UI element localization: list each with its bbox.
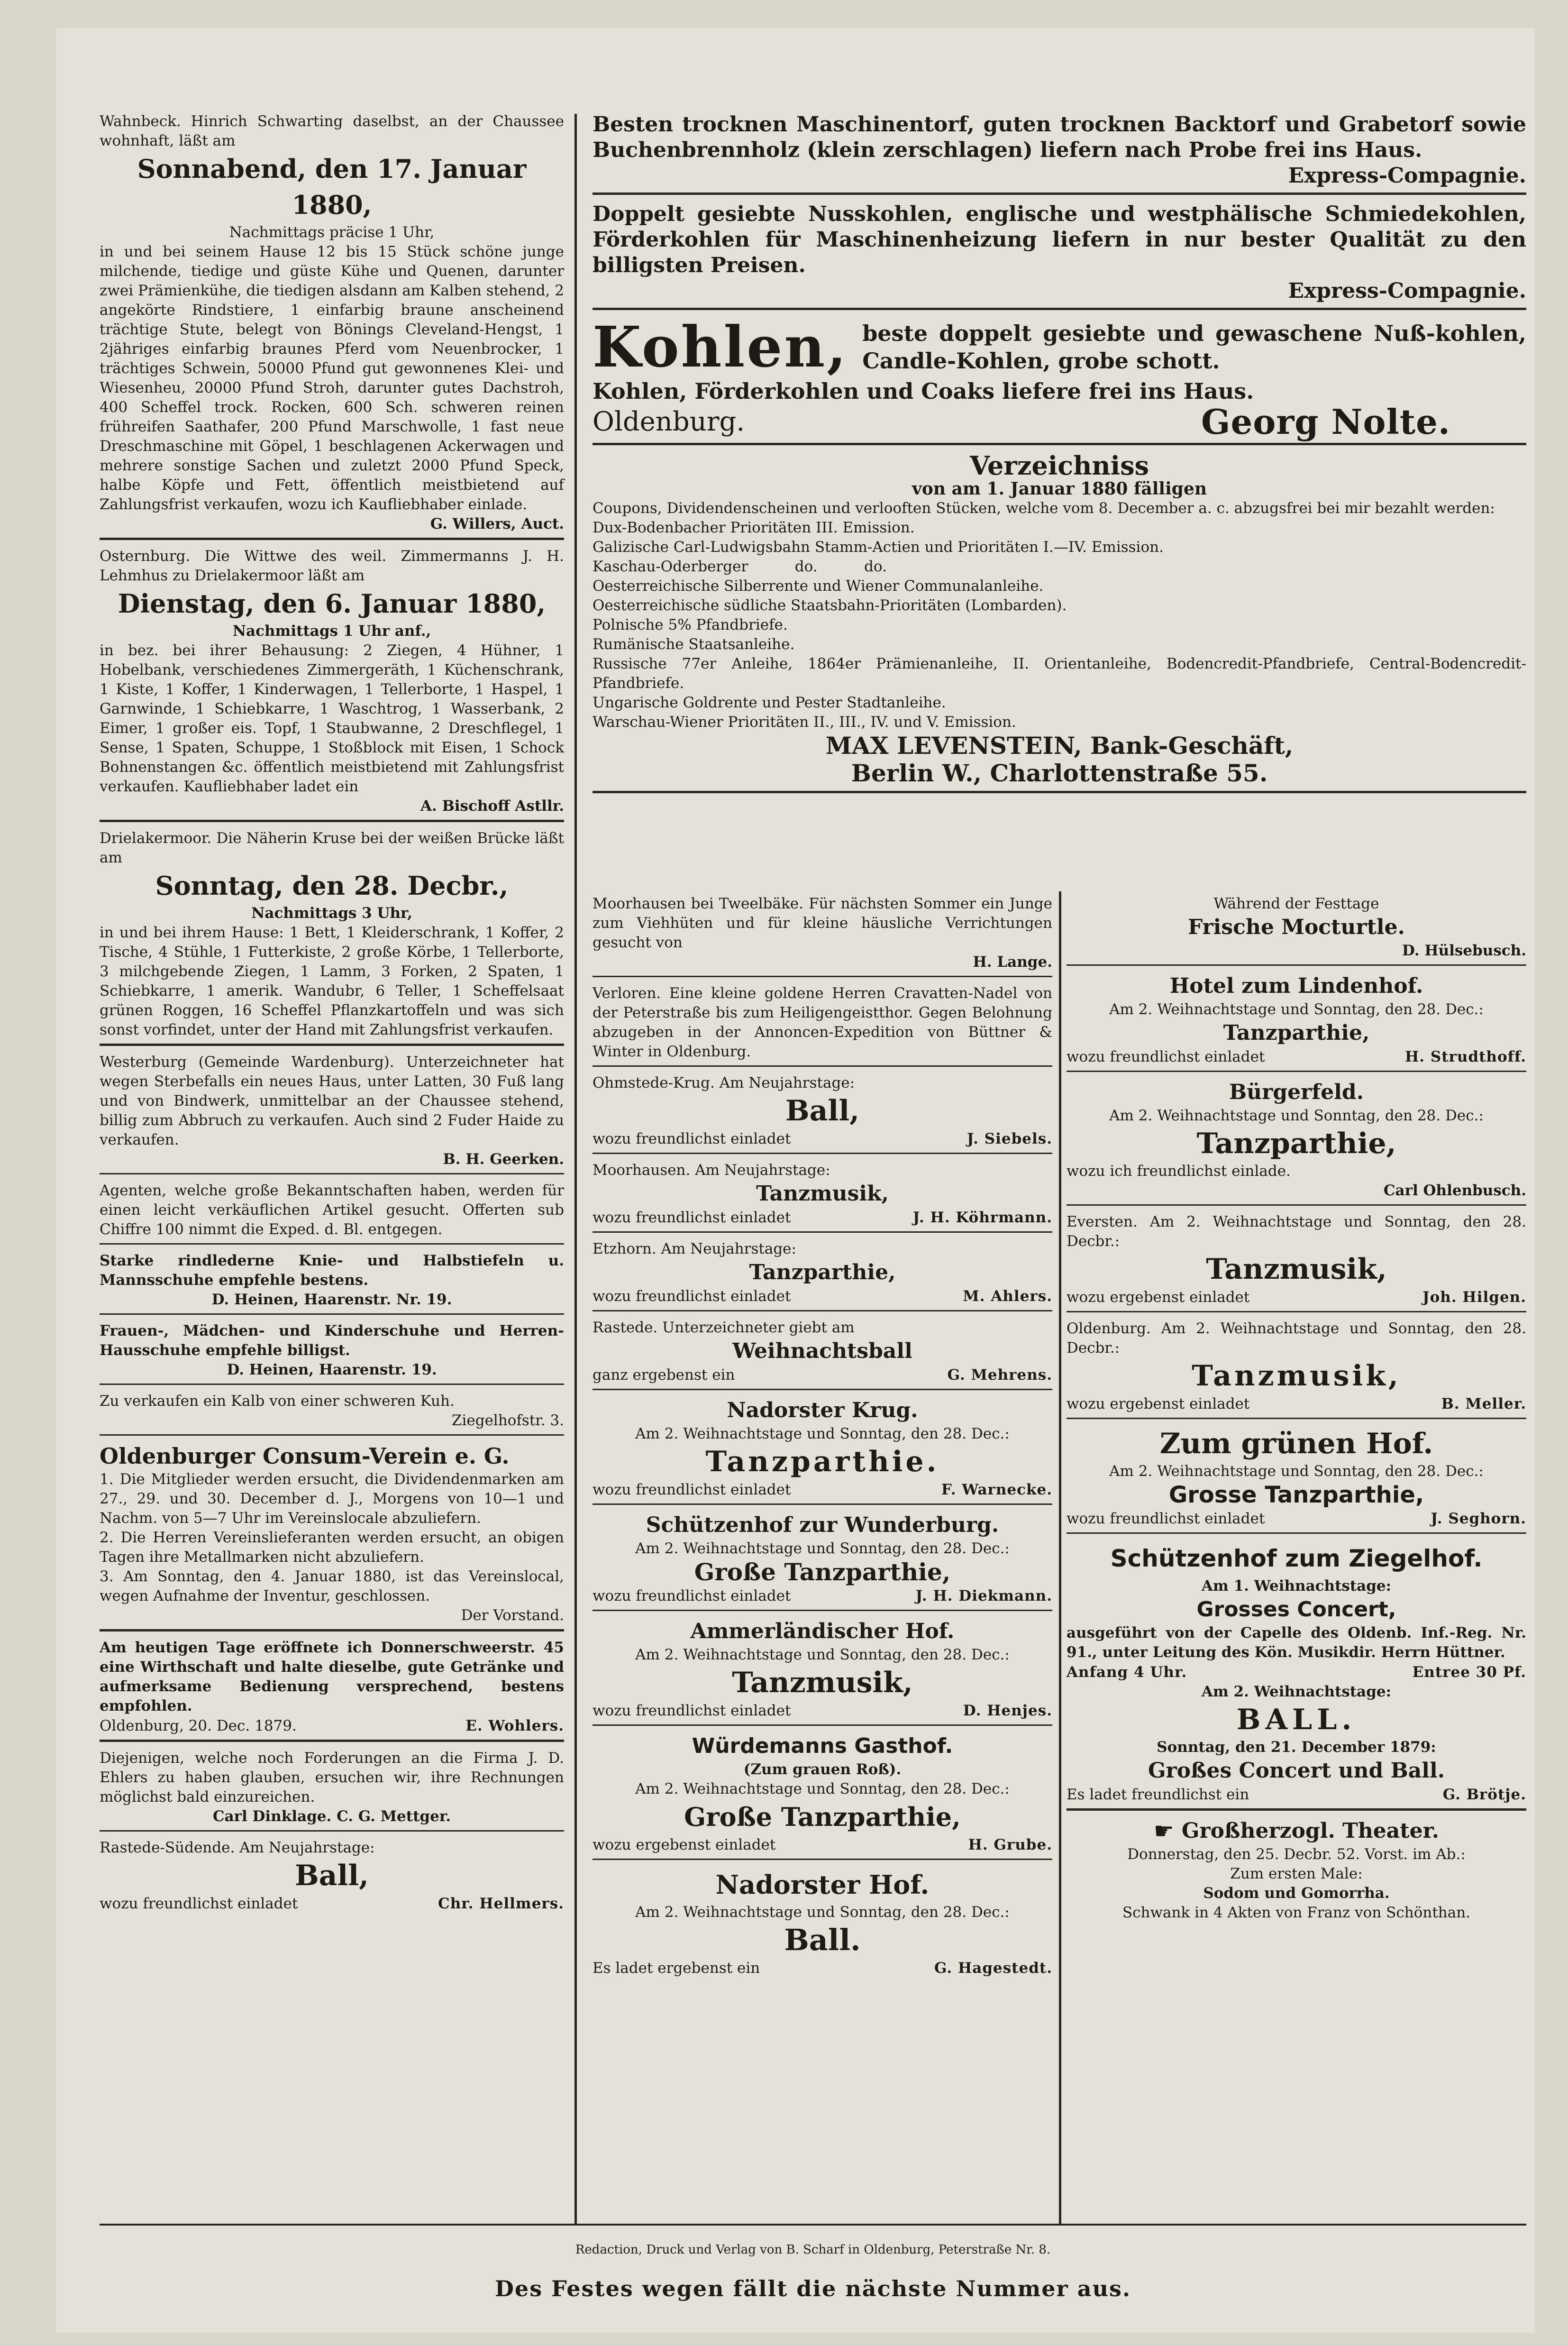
ad-title: Oldenburger Consum-Verein e. G. [100, 1443, 510, 1469]
dance-ad-gruener-hof [1067, 1423, 1526, 1534]
ad-signature-row [1067, 1785, 1526, 1805]
ad-signature-row [593, 1365, 1052, 1385]
ad-start: Anfang 4 Uhr. [1067, 1664, 1187, 1681]
ad-signature: J. Seghorn. [1431, 1510, 1526, 1527]
ad-signature-row [593, 1835, 1052, 1855]
ad-signature: M. Ahlers. [963, 1288, 1052, 1305]
ad-invite: wozu freundlichst einladet [593, 1130, 791, 1147]
ad-body: Starke rindlederne Knie- und Halbstiefeln u. Mannsschuhe empfehle bestens. [100, 1252, 564, 1289]
ad-invite: wozu ich freundlichst einlade. [1067, 1163, 1291, 1180]
ad-title: Tanzmusik, [1192, 1359, 1401, 1393]
ad-title: Verzeichniss [970, 450, 1149, 481]
column-middle [593, 891, 1052, 1986]
ad-signature: J. Siebels. [966, 1130, 1052, 1147]
ad-note: Schwank in 4 Akten von Franz von Schönthan. [1122, 1904, 1471, 1921]
ad-date: Dienstag, den 6. Januar 1880, [118, 588, 546, 619]
ad-signature-row [1067, 1047, 1526, 1067]
ad-fee: Entree 30 Pf. [1412, 1664, 1526, 1681]
ad-head: Schützenhof zum Ziegelhof. [1110, 1545, 1483, 1572]
ad-city: Oldenburg. [593, 406, 745, 437]
ad-invite: wozu freundlichst einladet [1067, 1510, 1265, 1527]
ad-title: Frische Mocturtle. [1188, 915, 1405, 939]
ad-signature: Chr. Hellmers. [438, 1895, 564, 1912]
ad-line: Zum ersten Male: [1230, 1865, 1363, 1882]
ad-signature: D. Heinen, Haarenstr. 19. [227, 1361, 437, 1378]
consum-verein-ad [100, 1439, 564, 1631]
ad-line: Kohlen, Förderkohlen und Coaks liefere frei ins Haus. [593, 378, 1254, 404]
ad-address: Berlin W., Charlottenstraße 55. [851, 759, 1268, 787]
ad-body: Westerburg (Gemeinde Wardenburg). Unterzeichneter hat wegen Sterbefalls ein neues Haus, unter Latten, 30 Fuß lang und von Bindwerk, unmittelbar an der Chaussee stehend, billig zum Abbruch zu verkaufen. Auch sind 2 Fuder Haide zu verkaufen. [100, 1054, 564, 1148]
ad-signature: H. Strudthoff. [1404, 1048, 1526, 1065]
ad-signature: D. Hülsebusch. [1402, 942, 1526, 959]
ad-signature-row [593, 1701, 1052, 1721]
ad-signature: B. Meller. [1441, 1395, 1526, 1412]
ad-signature: E. Wohlers. [465, 1717, 564, 1734]
calf-sale-ad [100, 1389, 564, 1436]
ad-title: Tanzparthie, [1196, 1127, 1396, 1160]
ad-invite: wozu freundlichst einladet [593, 1288, 791, 1305]
ad-day: Am 2. Weihnachtstage: [1201, 1683, 1392, 1700]
ad-head: Während der Festtage [1213, 895, 1379, 912]
ad-subtitle: (Zum grauen Roß). [743, 1761, 902, 1778]
ad-head: Nadorster Hof. [715, 1869, 930, 1900]
theater-ad [1067, 1814, 1526, 1926]
ad-item: 3. Am Sonntag, den 4. Januar 1880, ist das Vereinslocal, wegen Aufnahme der Inventur, geschlossen. [100, 1568, 564, 1604]
ad-body: in und bei ihrem Hause: 1 Bett, 1 Kleiderschrank, 1 Koffer, 2 Tische, 4 Stühle, 1 Futterkiste, 2 große Körbe, 1 Tellerborte, 3 milchgebende Ziegen, 1 Lamm, 3 Forken, 2 Spaten, 1 Schiebkarre, 1 amerik. Wandubr, 6 Teller, 1 Scheffelsaat grünen Roggen, 16 Scheffel Pflanzkartoffeln und was sich sonst vorfindet, unter der Hand mit Zahlungsfrist verkaufen. [100, 924, 564, 1038]
ad-body: Verloren. Eine kleine goldene Herren Cravatten-Nadel von der Peterstraße bis zum Heiligengeistthor. Gegen Belohnung abzugeben in der Annoncen-Expedition von Büttner & Winter in Oldenburg. [593, 985, 1052, 1060]
ad-invite: wozu ergebenst einladet [1067, 1395, 1250, 1412]
ad-title: Große Tanzparthie, [684, 1802, 961, 1832]
ad-signature-row [593, 1129, 1052, 1149]
ad-line: Rumänische Staatsanleihe. [593, 636, 795, 653]
ad-body: Diejenigen, welche noch Forderungen an die Firma J. D. Ehlers zu haben glauben, ersuchen wir, ihre Rechnungen möglichst bald einzureichen. [100, 1750, 564, 1805]
ad-body: Zu verkaufen ein Kalb von einer schweren Kuh. [100, 1393, 455, 1410]
ad-signature: J. H. Köhrmann. [912, 1209, 1052, 1226]
ad-line: Polnische 5% Pfandbriefe. [593, 616, 788, 633]
ad-signature: Joh. Hilgen. [1422, 1289, 1526, 1306]
ad-entry-row [1067, 1662, 1526, 1682]
ad-time: Am 2. Weihnachtstage und Sonntag, den 28. Dec.: [1109, 1463, 1484, 1480]
ad-line: Kaschau-Oderberger do. do. [593, 558, 887, 575]
concert-ad-ziegelhof [1067, 1538, 1526, 1811]
ad-line: Dux-Bodenbacher Prioritäten III. Emission. [593, 519, 915, 536]
ad-signature-row [593, 1958, 1052, 1978]
ad-head: Hotel zum Lindenhof. [1169, 974, 1423, 998]
ad-head: Wahnbeck. Hinrich Schwarting daselbst, an der Chaussee wohnhaft, läßt am [100, 113, 564, 149]
coal-ad-express [593, 199, 1526, 310]
ad-line: Oesterreichische Silberrente und Wiener Communalanleihe. [593, 577, 1044, 595]
ad-title: Große Tanzparthie, [694, 1558, 951, 1586]
ad-invite: wozu freundlichst einladet [593, 1481, 791, 1498]
ad-signature: Georg Nolte. [1201, 402, 1450, 442]
ad-line: Sodom und Gomorrha. [1203, 1885, 1390, 1902]
ad-signature: Express-Compagnie. [1288, 279, 1526, 303]
ad-signature: D. Henjes. [963, 1702, 1052, 1719]
imprint-rule [100, 2224, 1526, 2226]
ad-time: Am 2. Weihnachtstage und Sonntag, den 28. Dec.: [1109, 1107, 1484, 1124]
ad-title: Grosse Tanzparthie, [1168, 1482, 1424, 1508]
column-right [1067, 891, 1526, 1930]
ad-body: in bez. bei ihrer Behausung: 2 Ziegen, 4 Hühner, 1 Hobelbank, verschiedenes Zimmergeräth, 1 Küchenschrank, 1 Kiste, 1 Koffer, 1 Kinderwagen, 1 Tellerborte, 1 Haspel, 1 Garnwinde, 1 Schiebkarre, 1 Waschtrog, 1 Wasserbank, 2 Eimer, 1 großer eis. Topf, 1 Staubwanne, 2 Dreschflegel, 1 Sense, 1 Spaten, Schuppe, 1 Stoßblock mit Eisen, 1 Schock Bohnenstangen &c. öffentlich meistbietend mit Zahlungsfrist verkaufen. Kaufliebhaber ladet ein [100, 642, 564, 795]
imprint: Redaction, Druck und Verlag von B. Scharf in Oldenburg, Peterstraße Nr. 8. [575, 2243, 1051, 2257]
ad-signature-row [593, 402, 1526, 442]
ad-time: Nachmittags präcise 1 Uhr, [229, 224, 435, 241]
ad-invite: wozu freundlichst einladet [1067, 1048, 1265, 1065]
ad-title: Tanzmusik, [756, 1182, 889, 1206]
ad-body: Am heutigen Tage eröffnete ich Donnerschweerstr. 45 eine Wirthschaft und halte dieselbe, gute Getränke und aufmerksame Bedienung versprechend, bestens empfohlen. [100, 1639, 564, 1714]
ad-head: Etzhorn. Am Neujahrstage: [593, 1240, 796, 1257]
dance-ad-lindenhof [1067, 970, 1526, 1072]
ad-signature: G. Brötje. [1442, 1786, 1526, 1803]
agents-ad [100, 1178, 564, 1245]
auction-ad-drielakermoor [100, 826, 564, 1046]
ad-signature-row [100, 1716, 564, 1736]
ad-head: Drielakermoor. Die Näherin Kruse bei der weißen Brücke läßt am [100, 830, 564, 866]
house-sale-ad [100, 1050, 564, 1174]
ad-head: Moorhausen. Am Neujahrstage: [593, 1162, 830, 1179]
ad-time: Am 2. Weihnachtstage und Sonntag, den 28. Dec.: [635, 1540, 1010, 1557]
ad-place: Oldenburg, 20. Dec. 1879. [100, 1717, 297, 1734]
ad-title: Tanzparthie, [749, 1260, 896, 1284]
ad-signature: A. Bischoff Astllr. [420, 797, 564, 815]
ad-signature: J. H. Diekmann. [915, 1587, 1052, 1604]
boots-ad [100, 1248, 564, 1315]
ad-intro: Coupons, Dividendenscheinen und verlooften Stücken, welche vom 8. December a. c. abzugsfrei bei mir bezahlt werden: [593, 500, 1495, 517]
dance-ad-moorhausen [593, 1158, 1052, 1233]
ad-signature: G. Mehrens. [947, 1366, 1052, 1384]
ad-invite: ganz ergebenst ein [593, 1366, 735, 1384]
ad-time: Am 2. Weihnachtstage und Sonntag, den 28. Dec.: [635, 1780, 1010, 1797]
bank-coupons-ad [593, 449, 1526, 793]
ad-title: Weihnachtsball [732, 1339, 912, 1363]
ad-signature-row [593, 1480, 1052, 1500]
ball-ad-rastede [593, 1315, 1052, 1390]
ad-body: Moorhausen bei Tweelbäke. Für nächsten Sommer ein Junge zum Viehhüten und für kleine häusliche Verrichtungen gesucht von [593, 895, 1052, 951]
dance-ad-wunderburg [593, 1509, 1052, 1611]
ad-line: Galizische Carl-Ludwigsbahn Stamm-Actien und Prioritäten I.—IV. Emission. [593, 539, 1164, 556]
ad-signature-row [1067, 1287, 1526, 1307]
ad-signature-row [1067, 1509, 1526, 1529]
coal-ad-nolte [593, 314, 1526, 445]
ad-ball: BALL. [1236, 1703, 1357, 1736]
ad-invite: wozu ergebenst einladet [593, 1836, 776, 1853]
ad-signature: B. H. Geerken. [443, 1151, 564, 1168]
ad-body: ausgeführt von der Capelle des Oldenb. Inf.-Reg. Nr. 91., unter Leitung des Kön. Musikdir. Herrn Hüttner. [1067, 1624, 1526, 1661]
ad-signature: Express-Compagnie. [1288, 164, 1526, 188]
auction-ad-wahnbeck [100, 109, 564, 540]
ad-time: Am 2. Weihnachtstage und Sonntag, den 28. Dec.: [635, 1904, 1010, 1921]
ball-ad-nadorster-hof [593, 1864, 1052, 1982]
ad-time: Am 2. Weihnachtstage und Sonntag, den 28. Dec.: [1109, 1001, 1484, 1018]
ad-body: Besten trocknen Maschinentorf, guten trocknen Backtorf und Grabetorf sowie Buchenbrennholz (klein zerschlagen) liefern nach Probe frei ins Haus. [593, 112, 1526, 162]
ad-head: Ohmstede-Krug. Am Neujahrstage: [593, 1074, 855, 1091]
ehlers-claims-ad [100, 1746, 564, 1832]
ad-invite: Es ladet freundlichst ein [1067, 1786, 1249, 1803]
wide-top-section [593, 109, 1526, 797]
ad-signature: D. Heinen, Haarenstr. Nr. 19. [211, 1291, 452, 1308]
ad-date: Sonntag, den 28. Decbr., [155, 871, 509, 901]
ad-invite: wozu ergebenst einladet [1067, 1289, 1250, 1306]
ad-title: Tanzparthie, [1223, 1021, 1370, 1045]
ad-title: Ball, [294, 1859, 369, 1892]
ad-signature-row [593, 1286, 1052, 1306]
ad-head: Schützenhof zur Wunderburg. [646, 1513, 999, 1537]
ad-body: Doppelt gesiebte Nusskohlen, englische und westphälische Schmiedekohlen, Förderkohlen für Maschinenheizung liefern in nur bester Qualität zu den billigsten Preisen. [593, 202, 1526, 277]
column-left [100, 109, 564, 1921]
ad-time: Am 2. Weihnachtstage und Sonntag, den 28. Dec.: [635, 1646, 1010, 1663]
dance-ad-ammerlaendischer-hof [593, 1615, 1052, 1726]
ad-line: Warschau-Wiener Prioritäten II., III., IV. und V. Emission. [593, 714, 1016, 731]
shoes-ad [100, 1319, 564, 1385]
ad-invite: wozu freundlichst einladet [100, 1895, 298, 1912]
ad-signature-row [593, 1586, 1052, 1606]
help-wanted-ad [593, 891, 1052, 977]
ad-line: Donnerstag, den 25. Decbr. 52. Vorst. im Ab.: [1127, 1846, 1466, 1863]
wirthschaft-ad [100, 1635, 564, 1742]
ad-title: Tanzparthie. [705, 1445, 939, 1478]
peat-ad [593, 109, 1526, 195]
ad-time: Nachmittags 1 Uhr anf., [232, 623, 431, 640]
column-rule-1 [574, 114, 577, 2224]
ad-head: Osternburg. Die Wittwe des weil. Zimmermanns J. H. Lehmhus zu Drielakermoor läßt am [100, 548, 564, 584]
pointing-hand-icon: ☛ [1153, 1818, 1174, 1844]
ad-signature: Ziegelhofstr. 3. [451, 1412, 564, 1429]
dance-ad-etzhorn [593, 1237, 1052, 1311]
ad-signature: Der Vorstand. [461, 1607, 564, 1624]
lost-item-ad [593, 981, 1052, 1067]
ad-title: Grosses Concert, [1196, 1597, 1396, 1622]
ad-head: Großherzogl. Theater. [1181, 1819, 1440, 1843]
ad-invite: wozu freundlichst einladet [593, 1702, 791, 1719]
ad-title: Ball. [784, 1923, 861, 1957]
dance-ad-nadorster-krug [593, 1394, 1052, 1505]
ad-invite: Es ladet ergebenst ein [593, 1960, 760, 1977]
ad-title: Tanzmusik, [1206, 1253, 1387, 1286]
mockturtle-ad [1067, 891, 1526, 966]
ad-title: Kohlen, [593, 314, 848, 380]
ad-body: Frauen-, Mädchen- und Kinderschuhe und Herren-Hausschuhe empfehle billigst. [100, 1322, 564, 1359]
dance-ad-oldenburg [1067, 1316, 1526, 1419]
ad-signature: Carl Ohlenbusch. [1383, 1182, 1526, 1199]
ad-head: Nadorster Krug. [727, 1398, 918, 1422]
ad-signature-row [593, 1208, 1052, 1228]
ad-signature: Carl Dinklage. C. G. Mettger. [212, 1808, 451, 1825]
dance-ad-wuerdemanns-gasthof [593, 1730, 1052, 1860]
ad-signature: G. Hagestedt. [934, 1960, 1052, 1977]
ad-head: Ammerländischer Hof. [690, 1619, 955, 1643]
ad-time: Nachmittags 3 Uhr, [251, 905, 412, 922]
ball-ad-rastede-suedende [100, 1835, 564, 1917]
ad-signature: F. Warnecke. [941, 1481, 1052, 1498]
ad-head: Würdemanns Gasthof. [692, 1734, 953, 1758]
next-issue-notice: Des Festes wegen fällt die nächste Nummer aus. [495, 2276, 1131, 2301]
ad-date: Sonnabend, den 17. Januar 1880, [137, 154, 527, 220]
ad-line: Ungarische Goldrente und Pester Stadtanleihe. [593, 694, 946, 711]
ad-body: Agenten, welche große Bekanntschaften haben, werden für einen leicht verkäuflichen Artikel gesucht. Offerten sub Chiffre 100 nimmt die Exped. d. Bl. entgegen. [100, 1182, 564, 1238]
ad-sunday: Sonntag, den 21. December 1879: [1157, 1739, 1436, 1756]
ad-signature-row [1067, 1394, 1526, 1414]
ad-head: Rastede-Südende. Am Neujahrstage: [100, 1839, 375, 1856]
ad-item: 1. Die Mitglieder werden ersucht, die Dividendenmarken am 27., 29. und 30. December d. J., Morgens von 10—1 und Nachm. von 5—7 Uhr im Vereinslocale abzuliefern. [100, 1471, 564, 1527]
ad-signature: H. Grube. [968, 1836, 1052, 1853]
column-rule-2 [1059, 891, 1061, 2224]
ad-line: Oesterreichische südliche Staatsbahn-Prioritäten (Lombarden). [593, 597, 1067, 614]
ad-line: Russische 77er Anleihe, 1864er Prämienanleihe, II. Orientanleihe, Bodencredit-Pfandbriefe, Central-Bodencredit-Pfandbriefe. [593, 655, 1526, 692]
ad-head: Rastede. Unterzeichneter giebt am [593, 1319, 855, 1336]
dance-ad-eversten [1067, 1210, 1526, 1312]
ad-head: Bürgerfeld. [1229, 1080, 1364, 1104]
ad-concert: Großes Concert und Ball. [1148, 1759, 1445, 1783]
ad-head: Zum grünen Hof. [1159, 1427, 1433, 1460]
ad-title: Tanzmusik, [732, 1666, 913, 1699]
ad-day: Am 1. Weihnachtstage: [1201, 1577, 1392, 1595]
ball-ad-ohmstede [593, 1071, 1052, 1154]
ad-head: Eversten. Am 2. Weihnachtstage und Sonntag, den 28. Decbr.: [1067, 1213, 1526, 1250]
ad-signature-row [100, 1894, 564, 1914]
ad-head: Oldenburg. Am 2. Weihnachtstage und Sonntag, den 28. Decbr.: [1067, 1320, 1526, 1356]
auction-ad-osternburg [100, 544, 564, 822]
ad-title: Ball, [785, 1094, 860, 1127]
ad-invite: wozu freundlichst einladet [593, 1209, 791, 1226]
ad-invite: wozu freundlichst einladet [593, 1587, 791, 1604]
ad-item: 2. Die Herren Vereinslieferanten werden ersucht, an obigen Tagen ihre Metallmarken nicht abzuliefern. [100, 1529, 564, 1566]
ad-signature: G. Willers, Auct. [430, 515, 564, 532]
ad-subtitle: von am 1. Januar 1880 fälligen [912, 479, 1207, 499]
ad-line: beste doppelt gesiebte und gewaschene Nuß-kohlen, Candle-Kohlen, grobe schott. [862, 321, 1526, 374]
ad-signature: H. Lange. [973, 953, 1052, 971]
dance-ad-buergerfeld [1067, 1076, 1526, 1206]
ad-body: in und bei seinem Hause 12 bis 15 Stück schöne junge milchende, tiedige und güste Kühe und Quenen, darunter zwei Prämienkühe, die tiedigen alsdann am Kalben stehend, 2 angekörte Rindstiere, 1 einfarbig braune anscheinend trächtige Stute, belegt von Bönings Cleveland-Hengst, 1 2jähriges einfarbig braunes Pferd vom Neuenbrocker, 1 trächtiges Schwein, 50000 Pfund gut gewonnenes Klei- und Wiesenheu, 20000 Pfund Stroh, darunter gutes Dachstroh, 400 Scheffel trock. Rocken, 600 Sch. schweren reinen frühreifen Saathafer, 200 Pfund Marschwolle, 1 fast neue Dreschmaschine mit Göpel, 1 beschlagenen Ackerwagen und mehrere sonstige Sachen und zuletzt 2000 Pfund Speck, halbe Köpfe und Fett, öffentlich meistbietend auf Zahlungsfrist verkaufen, wozu ich Kaufliebhaber einlade. [100, 243, 564, 513]
ad-firm: MAX LEVENSTEIN, Bank-Geschäft, [825, 732, 1294, 760]
ad-time: Am 2. Weihnachtstage und Sonntag, den 28. Dec.: [635, 1425, 1010, 1442]
